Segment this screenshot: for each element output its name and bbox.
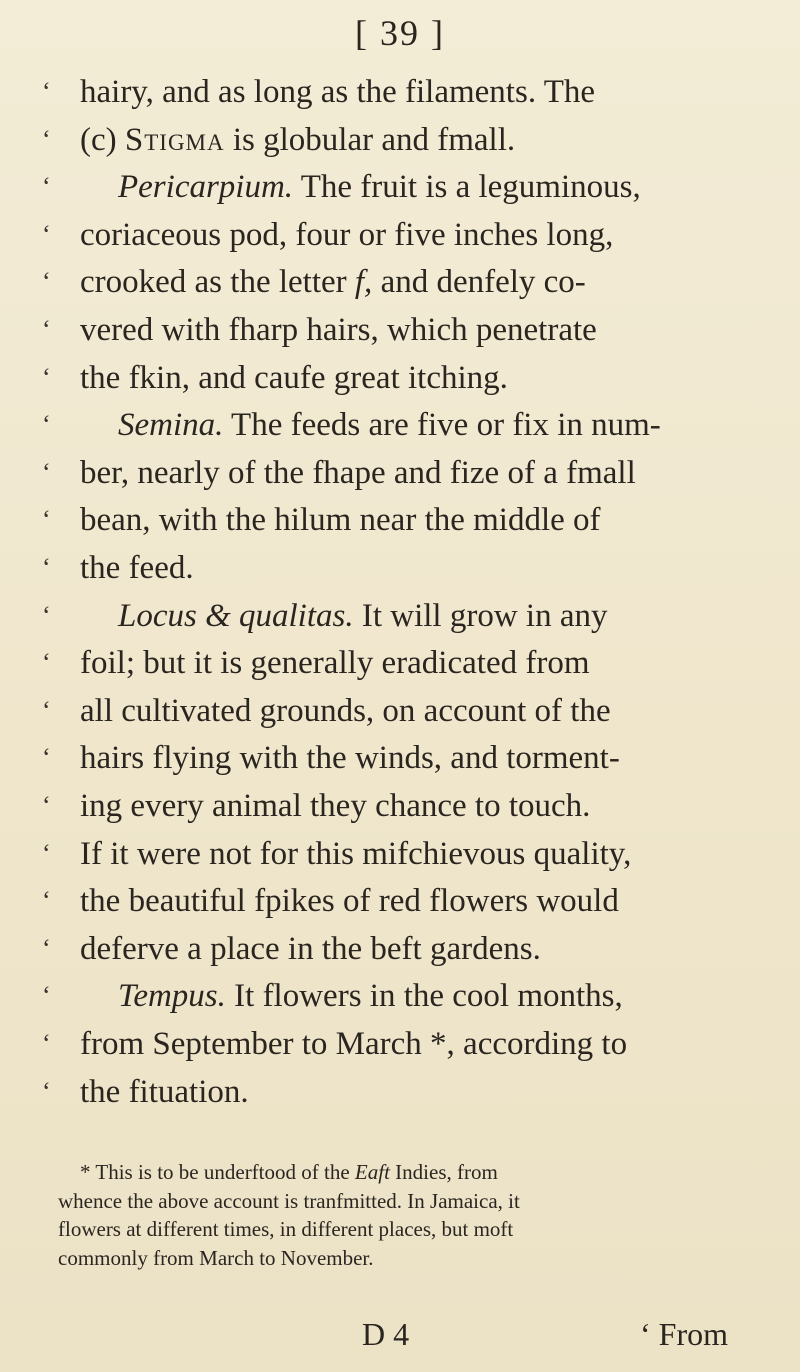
signature-mark: D 4 [362, 1316, 410, 1352]
italic-text: Tempus. [118, 978, 226, 1015]
quote-mark: ‘ [42, 172, 51, 202]
footnote-line [58, 1244, 768, 1272]
quote-mark: ‘ [42, 886, 51, 916]
quote-mark: ‘ [42, 1076, 51, 1106]
quote-mark: ‘ [42, 315, 51, 344]
text-run: and denfely co- [372, 264, 586, 301]
line-text [80, 643, 590, 683]
quote-mark: ‘ [42, 219, 51, 249]
text-run: commonly from March to November. [58, 1245, 374, 1270]
line-text [118, 976, 623, 1016]
quote-mark: ‘ [42, 791, 51, 820]
footnote-line [58, 1215, 768, 1243]
text-run: ing every animal they chance to touch. [80, 788, 591, 824]
text-run: bean, with the hilum near the middle of [80, 502, 601, 539]
text-run: foil; but it is generally eradicated from [80, 645, 590, 682]
line-text [80, 1072, 249, 1112]
text-run: deferve a place in the beft gardens. [80, 930, 541, 967]
text-run: whence the above account is tranfmitted. In Jamaica, it [58, 1188, 520, 1213]
quote-mark: ‘ [42, 267, 51, 297]
text-run: Indies, from [389, 1160, 498, 1184]
text-run: The feeds are five or fix in num- [223, 407, 661, 444]
line-text [80, 548, 194, 588]
line-text [80, 881, 619, 921]
footnote-line [58, 1187, 768, 1215]
line-text [80, 738, 620, 778]
page-header: [ 39 ] [355, 13, 445, 53]
italic-text: Locus & qualitas. [118, 597, 354, 634]
quote-mark: ‘ [42, 838, 51, 868]
line-text [80, 691, 611, 731]
line-text [80, 120, 515, 160]
quote-mark: ‘ [42, 933, 51, 963]
quote-mark: ‘ [42, 505, 51, 535]
line-text [80, 358, 508, 398]
catchword: ‘ From [640, 1316, 728, 1352]
line-text [80, 786, 590, 826]
text-run: from September to March *, according to [80, 1026, 628, 1062]
line-text [80, 929, 541, 969]
text-run: the fkin, and caufe great itching. [80, 359, 508, 396]
italic-text: Eaft [354, 1160, 390, 1184]
quote-mark: ‘ [42, 362, 51, 392]
text-run: If it were not for this mifchievous quality, [80, 835, 632, 872]
line-text [80, 834, 631, 874]
text-run: (c) [80, 121, 125, 158]
quote-mark: ‘ [42, 553, 51, 582]
quote-mark: ‘ [42, 124, 51, 154]
line-text [80, 500, 601, 540]
line-text [80, 72, 595, 112]
quote-mark: ‘ [42, 1029, 51, 1058]
italic-text: f, [354, 264, 373, 301]
text-run: flowers at different times, in different places, but moft [58, 1217, 514, 1241]
text-run: the beautiful fpikes of red flowers would [80, 883, 619, 920]
quote-mark: ‘ [42, 981, 51, 1011]
text-run: the feed. [80, 550, 194, 586]
italic-text: Pericarpium. [118, 169, 294, 206]
line-text [80, 310, 597, 350]
quote-mark: ‘ [42, 77, 51, 106]
quote-mark: ‘ [42, 743, 51, 773]
line-text [80, 262, 586, 302]
text-run: the fituation. [80, 1073, 249, 1110]
text-run: It will grow in any [353, 597, 608, 634]
text-run: crooked as the letter [80, 264, 355, 301]
quote-mark: ‘ [42, 695, 51, 725]
text-run: is globular and fmall. [224, 121, 516, 158]
text-run: hairy, and as long as the filaments. The [80, 74, 596, 110]
text-run: It flowers in the cool months, [225, 978, 623, 1015]
text-run: The fruit is a leguminous, [293, 169, 641, 206]
line-text [118, 596, 608, 636]
line-text [118, 167, 641, 207]
quote-mark: ‘ [42, 457, 51, 487]
text-run: all cultivated grounds, on account of the [80, 692, 611, 729]
line-text [80, 215, 613, 255]
quote-mark: ‘ [42, 410, 51, 440]
small-caps-text: Stigma [124, 121, 225, 158]
italic-text: Semina. [118, 407, 224, 444]
text-run: vered with fharp hairs, which penetrate [80, 312, 597, 348]
text-run: hairs flying with the winds, and torment- [80, 740, 620, 777]
text-run: ber, nearly of the fhape and fize of a fmall [80, 454, 636, 491]
text-run: * This is to be underftood of the [80, 1160, 355, 1184]
quote-mark: ‘ [42, 648, 51, 678]
line-text [80, 1024, 627, 1064]
line-text [118, 405, 661, 445]
quote-mark: ‘ [42, 600, 51, 630]
footnote-line [58, 1158, 768, 1186]
line-text [80, 453, 636, 493]
text-run: coriaceous pod, four or five inches long, [80, 216, 614, 253]
